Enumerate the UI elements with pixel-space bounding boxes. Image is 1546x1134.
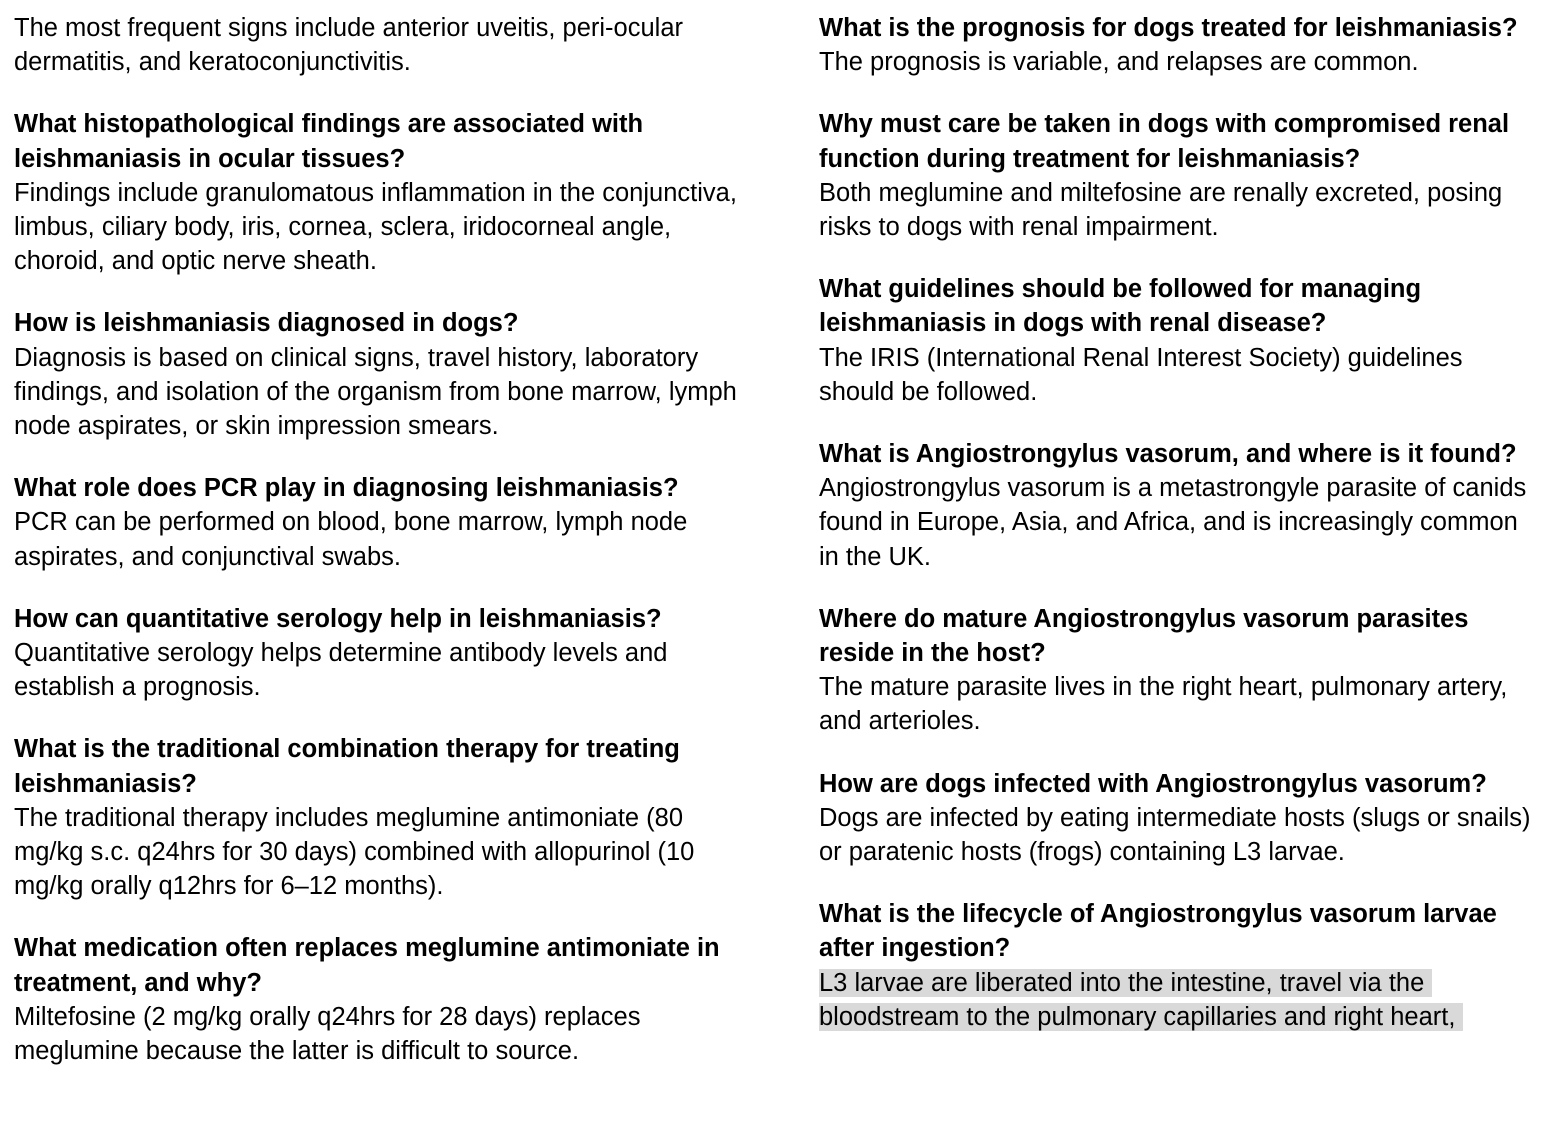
answer-text: Dogs are infected by eating intermediate hosts (slugs or snails) or paratenic hosts (frogs) containing L3 larvae. <box>819 803 1531 867</box>
question-text: How can quantitative serology help in leishmaniasis? <box>14 604 662 633</box>
question-text: What medication often replaces meglumine antimoniate in treatment, and why? <box>14 934 720 997</box>
qa-item <box>14 931 754 1068</box>
answer-text: Findings include granulomatous inflammation in the conjunctiva, limbus, ciliary body, iris, cornea, sclera, iridocorneal angle, choroid, and optic nerve sheath. <box>14 178 737 276</box>
question-text: What histopathological findings are associated with leishmaniasis in ocular tissues? <box>14 110 644 173</box>
qa-item <box>14 107 754 278</box>
qa-item <box>14 471 754 574</box>
question-text: What is the traditional combination therapy for treating leishmaniasis? <box>14 735 680 798</box>
answer-text: The prognosis is variable, and relapses are common. <box>819 48 1419 77</box>
highlighted-answer-block <box>819 966 1479 1034</box>
qa-item <box>819 437 1539 574</box>
qa-item <box>819 272 1539 409</box>
question-text: How is leishmaniasis diagnosed in dogs? <box>14 309 519 338</box>
qa-item <box>819 107 1539 244</box>
left-column <box>14 11 754 1096</box>
intro-text: The most frequent signs include anterior uveitis, peri-ocular dermatitis, and keratoconjunctivitis. <box>14 14 683 77</box>
answer-text: Diagnosis is based on clinical signs, travel history, laboratory findings, and isolation of the organism from bone marrow, lymph node aspirates, or skin impression smears. <box>14 343 737 441</box>
qa-item <box>14 306 754 443</box>
answer-text: Miltefosine (2 mg/kg orally q24hrs for 28 days) replaces meglumine because the latter is difficult to source. <box>14 1002 641 1066</box>
answer-text: Both meglumine and miltefosine are renally excreted, posing risks to dogs with renal impairment. <box>819 178 1503 242</box>
qa-item <box>819 767 1539 870</box>
question-text: How are dogs infected with Angiostrongylus vasorum? <box>819 769 1487 798</box>
answer-text: PCR can be performed on blood, bone marrow, lymph node aspirates, and conjunctival swabs. <box>14 508 688 571</box>
answer-text: Quantitative serology helps determine antibody levels and establish a prognosis. <box>14 639 668 702</box>
question-text: What is the prognosis for dogs treated for leishmaniasis? <box>819 14 1518 42</box>
question-text: What is Angiostrongylus vasorum, and where is it found? <box>819 440 1517 469</box>
qa-item <box>819 11 1539 79</box>
question-text: Where do mature Angiostrongylus vasorum parasites reside in the host? <box>819 604 1469 668</box>
right-column <box>819 11 1539 1062</box>
answer-text: The traditional therapy includes meglumine antimoniate (80 mg/kg s.c. q24hrs for 30 days) combined with allopurinol (10 mg/kg orally q12hrs for 6–12 months). <box>14 803 695 901</box>
answer-text: Angiostrongylus vasorum is a metastrongyle parasite of canids found in Europe, Asia, and Africa, and is increasingly common in the UK. <box>819 474 1527 571</box>
question-text: What is the lifecycle of Angiostrongylus vasorum larvae after ingestion? <box>819 900 1497 963</box>
question-text: What guidelines should be followed for managing leishmaniasis in dogs with renal disease? <box>819 275 1422 338</box>
qa-item <box>819 602 1539 739</box>
qa-item <box>14 602 754 705</box>
question-text: What role does PCR play in diagnosing leishmaniasis? <box>14 474 679 503</box>
qa-item <box>819 897 1539 1034</box>
answer-text: The mature parasite lives in the right heart, pulmonary artery, and arterioles. <box>819 673 1508 736</box>
answer-text: The IRIS (International Renal Interest Society) guidelines should be followed. <box>819 343 1463 406</box>
highlighted-answer-text[interactable]: L3 larvae are liberated into the intestine, travel via the bloodstream to the pulmonary capillaries and right heart, <box>819 969 1463 1031</box>
qa-item <box>14 732 754 903</box>
question-text: Why must care be taken in dogs with compromised renal function during treatment for leishmaniasis? <box>819 110 1510 173</box>
